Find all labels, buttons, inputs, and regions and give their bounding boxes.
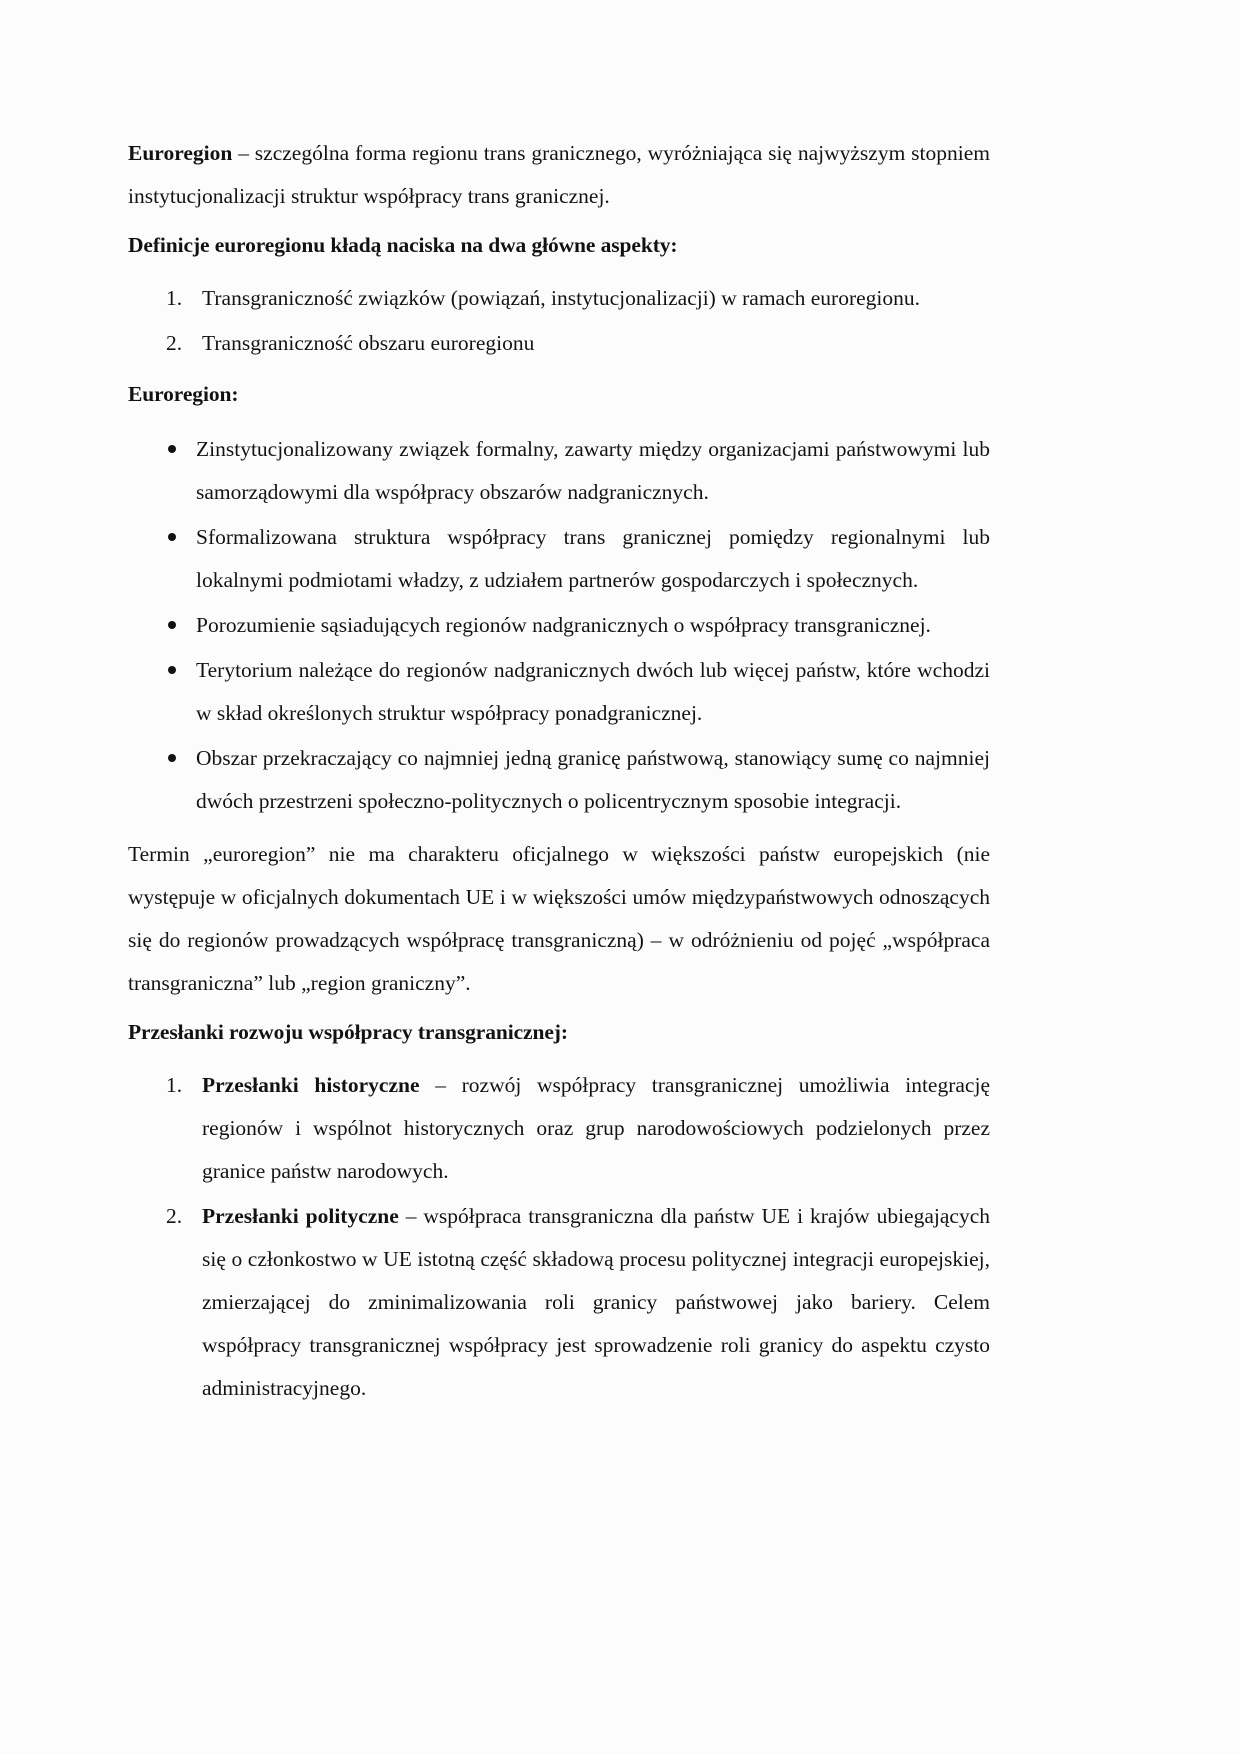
list-marker: 1.	[166, 1073, 183, 1097]
heading-euroregion: Euroregion:	[128, 382, 239, 406]
document-body	[128, 132, 990, 1414]
list-marker: 2.	[166, 1204, 183, 1228]
list-item	[128, 516, 990, 602]
list-item-label: Przesłanki historyczne	[202, 1073, 420, 1097]
list-item	[128, 737, 990, 823]
list-item-text: Sformalizowana struktura współpracy trans granicznej pomiędzy regionalnymi lub lokalnymi podmiotami władzy, z udziałem partnerów gospodarczych i społecznych.	[196, 525, 990, 592]
list-marker: 1.	[166, 286, 183, 310]
list-item-body: – współpraca transgraniczna dla państw UE i krajów ubiegających się o członkostwo w UE istotną część składową procesu politycznej integracji europejskiej, zmierzającej do zminimalizowania roli granicy państwowej jako bariery. Celem współpracy transgranicznej współpracy jest sprowadzenie roli granicy do aspektu czysto administracyjnego.	[202, 1204, 990, 1400]
bullet-icon	[168, 445, 176, 453]
przeslanki-list	[128, 1064, 990, 1410]
list-item	[128, 649, 990, 735]
list-item-label: Przesłanki polityczne	[202, 1204, 399, 1228]
heading-definicje: Definicje euroregionu kładą naciska na dwa główne aspekty:	[128, 233, 678, 257]
term-definition: – szczególna forma regionu trans granicznego, wyróżniająca się najwyższym stopniem instytucjonalizacji struktur współpracy trans granicznej.	[128, 141, 990, 208]
list-item-text: Porozumienie sąsiadujących regionów nadgranicznych o współpracy transgranicznej.	[196, 613, 931, 637]
euroregion-bullet-list	[128, 428, 990, 823]
bullet-icon	[168, 621, 176, 629]
bullet-icon	[168, 533, 176, 541]
bullet-icon	[168, 754, 176, 762]
list-item	[128, 322, 990, 365]
list-item-text: Zinstytucjonalizowany związek formalny, zawarty między organizacjami państwowymi lub samorządowymi dla współpracy obszarów nadgranicznych.	[196, 437, 990, 504]
bullet-icon	[168, 666, 176, 674]
list-item-text: Transgraniczność związków (powiązań, instytucjonalizacji) w ramach euroregionu.	[202, 286, 921, 310]
list-item-text	[202, 1195, 990, 1410]
list-item	[128, 277, 990, 320]
list-item-body: – rozwój współpracy transgranicznej umożliwia integrację regionów i wspólnot historycznych oraz grup narodowościowych podzielonych przez granice państw narodowych.	[202, 1073, 990, 1183]
list-item-text: Obszar przekraczający co najmniej jedną granicę państwową, stanowiący sumę co najmniej dwóch przestrzeni społeczno-politycznych o policentrycznym sposobie integracji.	[196, 746, 990, 813]
intro-paragraph	[128, 132, 990, 218]
term-euroregion: Euroregion	[128, 141, 233, 165]
list-item	[128, 1064, 990, 1193]
paragraph-termin: Termin „euroregion” nie ma charakteru oficjalnego w większości państw europejskich (nie występuje w oficjalnych dokumentach UE i w większości umów międzypaństwowych odnoszących się do regionów prowadzących współpracę transgraniczną) – w odróżnieniu od pojęć „współpraca transgraniczna” lub „region graniczny”.	[128, 842, 990, 995]
list-item-text	[202, 1064, 990, 1193]
list-marker: 2.	[166, 331, 183, 355]
list-item	[128, 1195, 990, 1410]
list-item-text: Transgraniczność obszaru euroregionu	[202, 331, 535, 355]
heading-przeslanki: Przesłanki rozwoju współpracy transgranicznej:	[128, 1020, 568, 1044]
list-item-text: Terytorium należące do regionów nadgranicznych dwóch lub więcej państw, które wchodzi w skład określonych struktur współpracy ponadgranicznej.	[196, 658, 990, 725]
list-item	[128, 604, 990, 647]
list-item	[128, 428, 990, 514]
definicje-list	[128, 277, 990, 365]
